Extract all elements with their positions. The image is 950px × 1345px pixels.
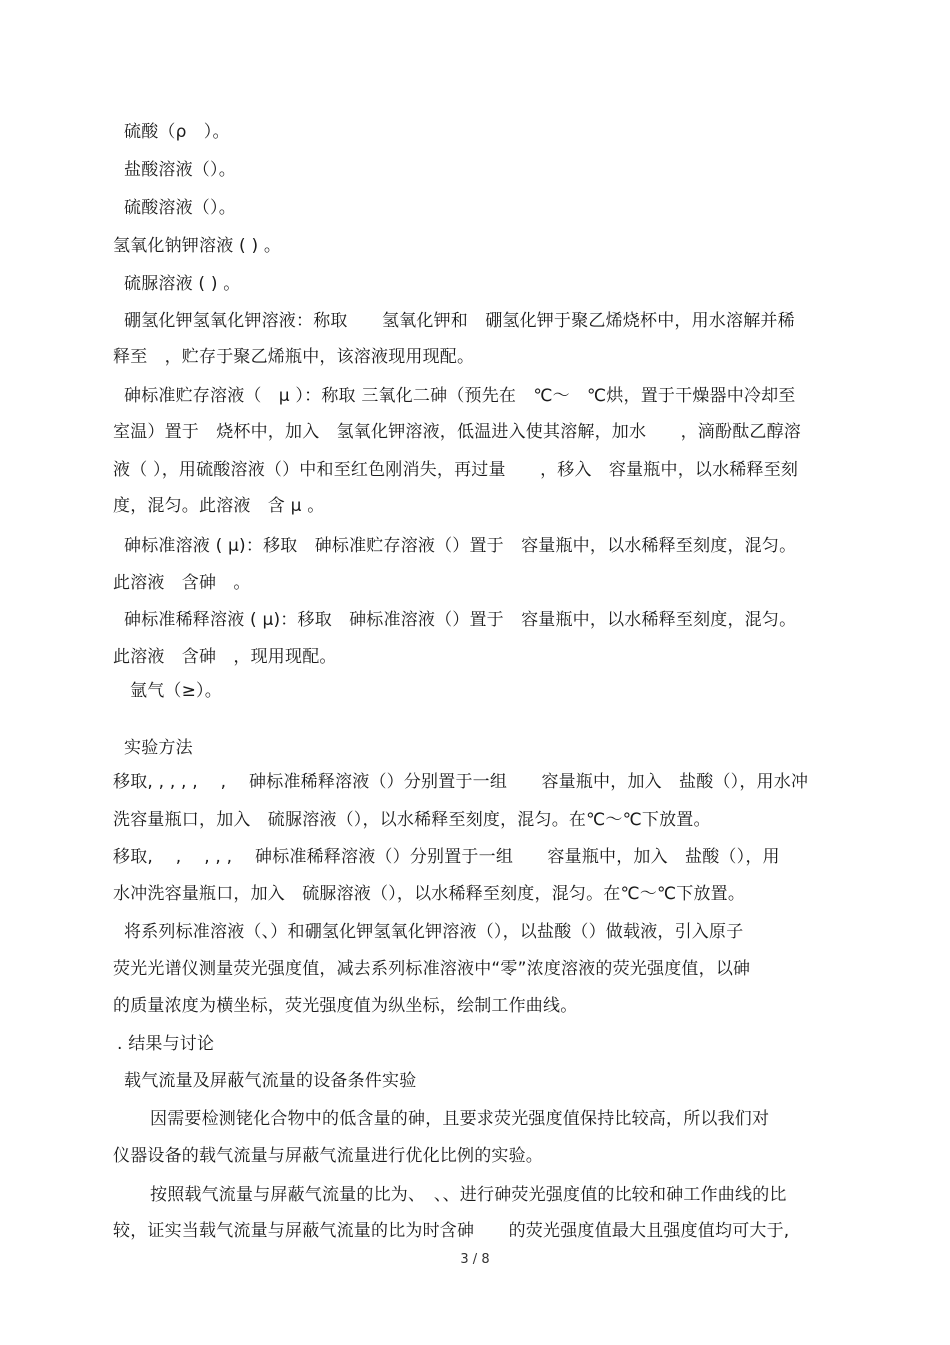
reagent-sulfuric-acid-solution: 硫酸溶液（）。 bbox=[124, 198, 236, 218]
results-heading: . 结果与讨论 bbox=[117, 1034, 215, 1054]
reagent-borohydride-line1: 硼氢化钾氢氧化钾溶液：称取 氢氧化钾和 硼氢化钾于聚乙烯烧杯中，用水溶解并稀 bbox=[124, 311, 795, 331]
results-subheading: 载气流量及屏蔽气流量的设备条件实验 bbox=[124, 1071, 417, 1091]
results-line-4: 较，证实当载气流量与屏蔽气流量的比为时含砷 的荧光强度值最大且强度值均可大于, bbox=[113, 1221, 790, 1241]
method-heading: 实验方法 bbox=[124, 738, 193, 758]
method-line-3: 移取, , , , , 砷标准稀释溶液（）分别置于一组 容量瓶中，加入 盐酸（），用 bbox=[113, 847, 780, 867]
reagent-arsenic-standard-line1: 砷标准溶液 ( μ)：移取 砷标准贮存溶液（）置于 容量瓶中，以水稀释至刻度，混匀。 bbox=[124, 536, 797, 556]
results-line-1: 因需要检测铑化合物中的低含量的砷，且要求荧光强度值保持比较高，所以我们对 bbox=[150, 1109, 770, 1129]
reagent-argon: 氩气（≥）。 bbox=[130, 681, 222, 701]
method-line-2: 洗容量瓶口，加入 硫脲溶液（），以水稀释至刻度，混匀。在℃～℃下放置。 bbox=[113, 810, 711, 830]
reagent-arsenic-stock-line4: 度，混匀。此溶液 含 μ 。 bbox=[113, 496, 325, 516]
reagent-arsenic-dilute-line1: 砷标准稀释溶液 ( μ)：移取 砷标准溶液（）置于 容量瓶中，以水稀释至刻度，混匀。 bbox=[124, 610, 797, 630]
reagent-borohydride-line2: 释至 ，贮存于聚乙烯瓶中，该溶液现用现配。 bbox=[113, 347, 475, 367]
page-number: 3 / 8 bbox=[460, 1252, 490, 1267]
method-line-7: 的质量浓度为横坐标，荧光强度值为纵坐标，绘制工作曲线。 bbox=[113, 996, 578, 1016]
results-line-2: 仪器设备的载气流量与屏蔽气流量进行优化比例的实验。 bbox=[113, 1146, 543, 1166]
reagent-arsenic-standard-line2: 此溶液 含砷 。 bbox=[113, 573, 251, 593]
reagent-thiourea: 硫脲溶液 ( ) 。 bbox=[124, 274, 241, 294]
method-line-5: 将系列标准溶液（、）和硼氢化钾氢氧化钾溶液（），以盐酸（）做载液，引入原子 bbox=[124, 922, 744, 942]
method-line-6: 荧光光谱仪测量荧光强度值，减去系列标准溶液中“零”浓度溶液的荧光强度值，以砷 bbox=[113, 959, 751, 979]
method-line-1: 移取, , , , , , 砷标准稀释溶液（）分别置于一组 容量瓶中，加入 盐酸（），用水冲 bbox=[113, 772, 809, 792]
method-line-4: 水冲洗容量瓶口，加入 硫脲溶液（），以水稀释至刻度，混匀。在℃～℃下放置。 bbox=[113, 884, 746, 904]
reagent-sulfuric-acid: 硫酸（ρ ）。 bbox=[124, 122, 230, 142]
reagent-arsenic-dilute-line2: 此溶液 含砷 ，现用现配。 bbox=[113, 647, 337, 667]
reagent-hydroxide-solution: 氢氧化钠钾溶液 ( ) 。 bbox=[113, 236, 282, 256]
reagent-arsenic-stock-line2: 室温）置于 烧杯中，加入 氢氧化钾溶液，低温进入使其溶解，加水 ，滴酚酞乙醇溶 bbox=[113, 422, 801, 442]
reagent-arsenic-stock-line3: 液（ ），用硫酸溶液（）中和至红色刚消失，再过量 ，移入 容量瓶中，以水稀释至刻 bbox=[113, 460, 799, 480]
reagent-arsenic-stock-line1: 砷标准贮存溶液（ μ ）：称取 三氧化二砷（预先在 ℃～ ℃烘，置于干燥器中冷却至 bbox=[124, 386, 796, 406]
reagent-hydrochloric-acid: 盐酸溶液（）。 bbox=[124, 160, 236, 180]
results-line-3: 按照载气流量与屏蔽气流量的比为、 、、进行砷荧光强度值的比较和砷工作曲线的比 bbox=[150, 1185, 787, 1205]
